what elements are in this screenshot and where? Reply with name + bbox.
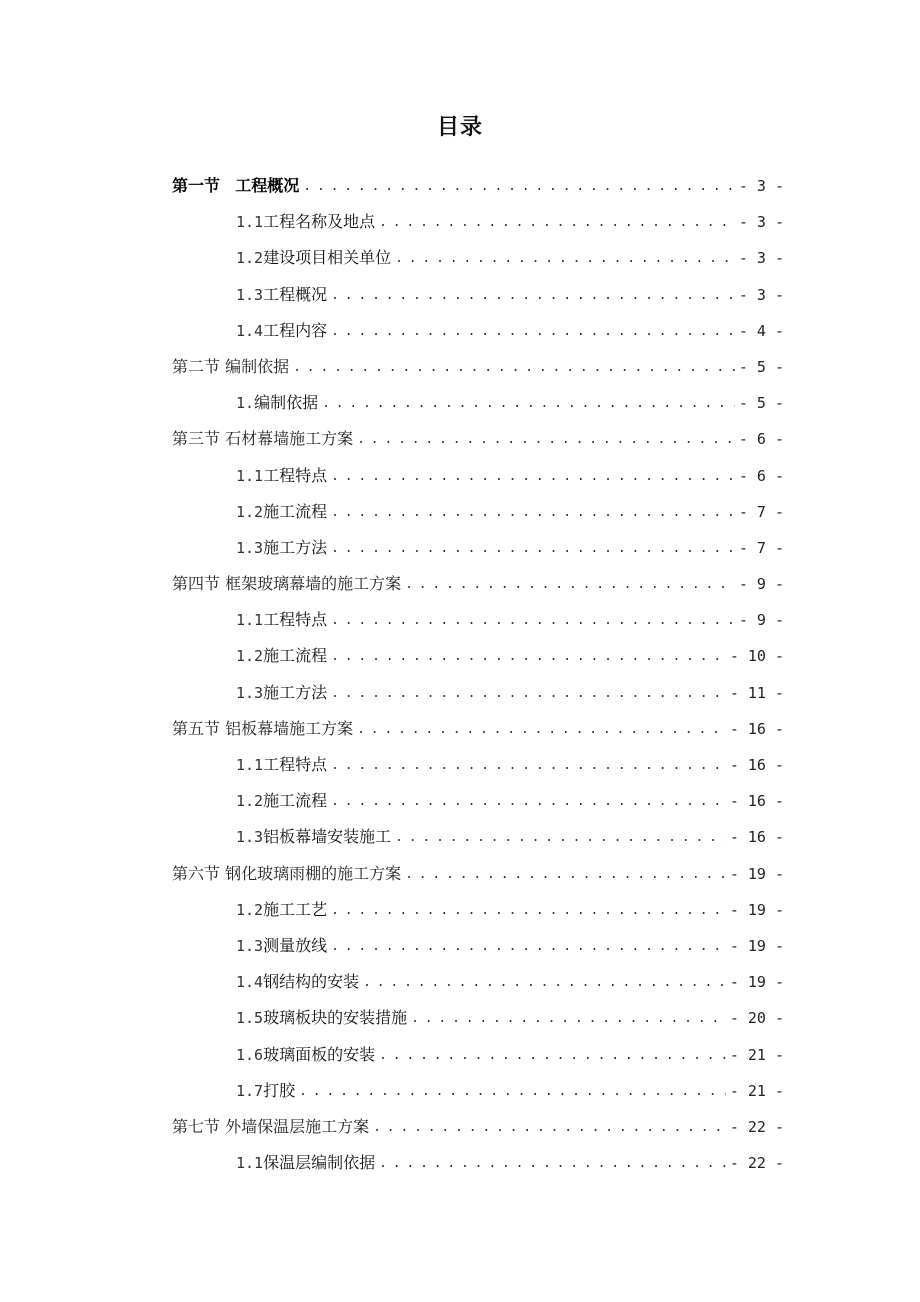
- toc-entry-text: 测量放线: [263, 935, 328, 955]
- toc-section-number: 第二节: [172, 356, 221, 376]
- toc-subsection-number: 1.3: [236, 936, 264, 955]
- toc-dot-leader: [331, 929, 726, 965]
- toc-entry-label: [236, 1145, 375, 1181]
- toc-entry-text: 工程概况: [263, 284, 328, 304]
- toc-dot-leader: [405, 857, 726, 893]
- toc-page-number: - 6 -: [738, 430, 784, 449]
- toc-subsection-number: 1.2: [236, 249, 264, 268]
- toc-entry-label: [236, 1073, 295, 1109]
- toc-entry[interactable]: [172, 349, 784, 385]
- toc-entry-text: 工程内容: [263, 320, 328, 340]
- toc-entry[interactable]: [172, 566, 784, 602]
- toc-entry-label: [236, 313, 327, 349]
- toc-entry-label: [236, 1037, 375, 1073]
- toc-entry-text: 框架玻璃幕墙的施工方案: [225, 574, 402, 594]
- page-title: 目录: [436, 115, 483, 140]
- toc-page-number: - 5 -: [738, 357, 784, 376]
- toc-entry-label: [236, 602, 327, 638]
- toc-section-number: 第五节: [172, 718, 221, 738]
- toc-entry-text: 编制依据: [225, 356, 290, 376]
- toc-entry-label: [236, 530, 327, 566]
- toc-page-number: - 19 -: [729, 973, 784, 992]
- toc-entry-text: 外墙保温层施工方案: [225, 1116, 370, 1136]
- toc-subsection-number: 1.3: [236, 538, 264, 557]
- toc-entry-text: 工程特点: [263, 610, 328, 630]
- toc-section-number: 第七节: [172, 1116, 221, 1136]
- toc-dot-leader: [379, 1146, 726, 1182]
- toc-page-number: - 16 -: [729, 719, 784, 738]
- toc-dot-leader: [379, 205, 735, 241]
- table-of-contents: [172, 168, 784, 1181]
- toc-entry-text: 钢结构的安装: [263, 972, 360, 992]
- toc-dot-leader: [293, 350, 735, 386]
- toc-page-number: - 5 -: [738, 394, 784, 413]
- toc-entry[interactable]: [172, 494, 784, 530]
- toc-entry[interactable]: [172, 928, 784, 964]
- toc-dot-leader: [331, 314, 735, 350]
- toc-entry[interactable]: [172, 1000, 784, 1036]
- toc-entry[interactable]: [172, 747, 784, 783]
- toc-entry-text: 施工工艺: [263, 899, 328, 919]
- toc-dot-leader: [331, 893, 726, 929]
- toc-entry[interactable]: [172, 964, 784, 1000]
- toc-entry[interactable]: [172, 385, 784, 421]
- toc-subsection-number: 1.2: [236, 792, 264, 811]
- toc-entry-label: [236, 494, 327, 530]
- toc-entry-label: [236, 819, 391, 855]
- toc-subsection-number: 1.: [236, 394, 255, 413]
- toc-entry-text: 铝板幕墙施工方案: [225, 718, 354, 738]
- toc-entry[interactable]: [172, 783, 784, 819]
- toc-section-number: 第六节: [172, 863, 221, 883]
- toc-entry-label: [236, 783, 327, 819]
- toc-entry[interactable]: [172, 675, 784, 711]
- toc-entry-text: 施工流程: [263, 791, 328, 811]
- toc-entry-text: 施工流程: [263, 501, 328, 521]
- toc-dot-leader: [331, 676, 726, 712]
- toc-entry[interactable]: [172, 1037, 784, 1073]
- toc-entry-text: 工程特点: [263, 755, 328, 774]
- toc-subsection-number: 1.1: [236, 611, 264, 630]
- toc-entry-label: [236, 964, 359, 1000]
- toc-entry-label: [172, 421, 353, 457]
- toc-entry-text: 工程特点: [263, 465, 328, 485]
- toc-subsection-number: 1.1: [236, 466, 264, 485]
- toc-dot-leader: [331, 748, 726, 784]
- toc-entry-text: 打胶: [263, 1080, 296, 1100]
- toc-subsection-number: 1.3: [236, 285, 264, 304]
- toc-entry-label: [236, 747, 327, 783]
- toc-entry[interactable]: [172, 530, 784, 566]
- toc-subsection-number: 1.2: [236, 502, 264, 521]
- toc-page-number: - 3 -: [738, 177, 784, 195]
- toc-dot-leader: [299, 1074, 726, 1110]
- toc-entry-text: 工程概况: [235, 176, 300, 195]
- toc-entry-text: 石材幕墙施工方案: [225, 429, 354, 449]
- toc-page-number: - 21 -: [729, 1081, 784, 1100]
- toc-page-number: - 22 -: [729, 1154, 784, 1173]
- toc-page-number: - 19 -: [729, 864, 784, 883]
- toc-subsection-number: 1.1: [236, 213, 264, 232]
- toc-dot-leader: [411, 1001, 726, 1037]
- toc-section-number: 第一节: [172, 176, 221, 195]
- toc-subsection-number: 1.3: [236, 828, 264, 847]
- toc-entry[interactable]: [172, 819, 784, 855]
- toc-entry[interactable]: [172, 602, 784, 638]
- toc-subsection-number: 1.6: [236, 1045, 264, 1064]
- toc-entry-text: 保温层编制依据: [263, 1153, 376, 1173]
- toc-subsection-number: 1.5: [236, 1009, 264, 1028]
- toc-subsection-number: 1.7: [236, 1081, 264, 1100]
- toc-entry-text: 铝板幕墙安装施工: [263, 827, 392, 847]
- toc-page-number: - 9 -: [738, 611, 784, 630]
- toc-section-number: 第三节: [172, 429, 221, 449]
- toc-page-number: - 21 -: [729, 1045, 784, 1064]
- toc-entry-text: 施工方法: [263, 682, 328, 702]
- toc-subsection-number: 1.4: [236, 321, 264, 340]
- toc-subsection-number: 1.1: [236, 756, 264, 774]
- toc-subsection-number: 1.2: [236, 900, 264, 919]
- toc-page-number: - 7 -: [738, 538, 784, 557]
- toc-entry-label: [172, 711, 353, 747]
- toc-dot-leader: [405, 567, 735, 603]
- toc-dot-leader: [331, 278, 735, 314]
- toc-dot-leader: [379, 1038, 726, 1074]
- toc-entry[interactable]: [172, 313, 784, 349]
- toc-dot-leader: [331, 459, 735, 495]
- toc-dot-leader: [395, 820, 726, 856]
- toc-page-number: - 10 -: [729, 647, 784, 666]
- toc-dot-leader: [357, 422, 735, 458]
- toc-page-number: - 9 -: [738, 575, 784, 594]
- toc-page-number: - 3 -: [738, 285, 784, 304]
- toc-page-number: - 7 -: [738, 502, 784, 521]
- toc-dot-leader: [331, 639, 726, 675]
- toc-page-number: - 3 -: [738, 213, 784, 232]
- toc-page-number: - 6 -: [738, 466, 784, 485]
- toc-section-number: 第四节: [172, 574, 221, 594]
- toc-entry-text: 编制依据: [254, 393, 319, 413]
- toc-entry-label: [236, 638, 327, 674]
- toc-page-number: - 16 -: [729, 792, 784, 811]
- toc-entry[interactable]: [172, 892, 784, 928]
- toc-entry-text: 施工流程: [263, 646, 328, 666]
- toc-entry-text: 工程名称及地点: [263, 212, 376, 232]
- toc-entry[interactable]: [172, 856, 784, 892]
- toc-dot-leader: [331, 495, 735, 531]
- toc-entry-label: [172, 856, 401, 892]
- toc-dot-leader: [322, 386, 735, 422]
- toc-page-number: - 20 -: [729, 1009, 784, 1028]
- toc-subsection-number: 1.3: [236, 683, 264, 702]
- toc-entry-text: 施工方法: [263, 537, 328, 557]
- toc-entry[interactable]: [172, 711, 784, 747]
- toc-dot-leader: [331, 784, 726, 820]
- toc-entry-label: [236, 277, 327, 313]
- toc-entry-label: [236, 204, 375, 240]
- toc-dot-leader: [331, 531, 735, 567]
- toc-entry-label: [236, 240, 391, 276]
- toc-entry-label: [236, 1000, 407, 1036]
- toc-page-number: - 4 -: [738, 321, 784, 340]
- toc-dot-leader: [357, 712, 726, 748]
- toc-entry-text: 建设项目相关单位: [263, 248, 392, 268]
- toc-page-number: - 19 -: [729, 936, 784, 955]
- toc-subsection-number: 1.2: [236, 647, 264, 666]
- toc-page-number: - 3 -: [738, 249, 784, 268]
- toc-entry-label: [236, 458, 327, 494]
- toc-entry[interactable]: [172, 277, 784, 313]
- toc-entry-label: [172, 1109, 369, 1145]
- toc-entry[interactable]: [172, 204, 784, 240]
- toc-entry[interactable]: [172, 240, 784, 276]
- toc-entry-label: [236, 928, 327, 964]
- toc-dot-leader: [303, 169, 735, 205]
- toc-subsection-number: 1.1: [236, 1154, 264, 1173]
- toc-entry[interactable]: [172, 1073, 784, 1109]
- toc-dot-leader: [363, 965, 726, 1001]
- toc-entry[interactable]: [172, 421, 784, 457]
- toc-entry-text: 玻璃板块的安装措施: [263, 1008, 408, 1028]
- toc-page-number: - 22 -: [729, 1117, 784, 1136]
- toc-entry[interactable]: [172, 458, 784, 494]
- toc-entry-label: [172, 566, 401, 602]
- toc-dot-leader: [331, 603, 735, 639]
- toc-entry-text: 钢化玻璃雨棚的施工方案: [225, 863, 402, 883]
- toc-entry[interactable]: [172, 168, 784, 204]
- toc-entry-text: 玻璃面板的安装: [263, 1044, 376, 1064]
- toc-entry[interactable]: [172, 1145, 784, 1181]
- toc-entry-label: [236, 675, 327, 711]
- toc-entry-label: [236, 385, 318, 421]
- toc-page-number: - 11 -: [729, 683, 784, 702]
- toc-entry[interactable]: [172, 638, 784, 674]
- toc-entry-label: [172, 168, 299, 204]
- toc-entry[interactable]: [172, 1109, 784, 1145]
- toc-entry-label: [236, 892, 327, 928]
- toc-dot-leader: [395, 241, 735, 277]
- toc-dot-leader: [373, 1110, 726, 1146]
- toc-subsection-number: 1.4: [236, 973, 264, 992]
- toc-entry-label: [172, 349, 289, 385]
- toc-page-number: - 16 -: [729, 828, 784, 847]
- toc-page-number: - 16 -: [729, 756, 784, 774]
- toc-page-number: - 19 -: [729, 900, 784, 919]
